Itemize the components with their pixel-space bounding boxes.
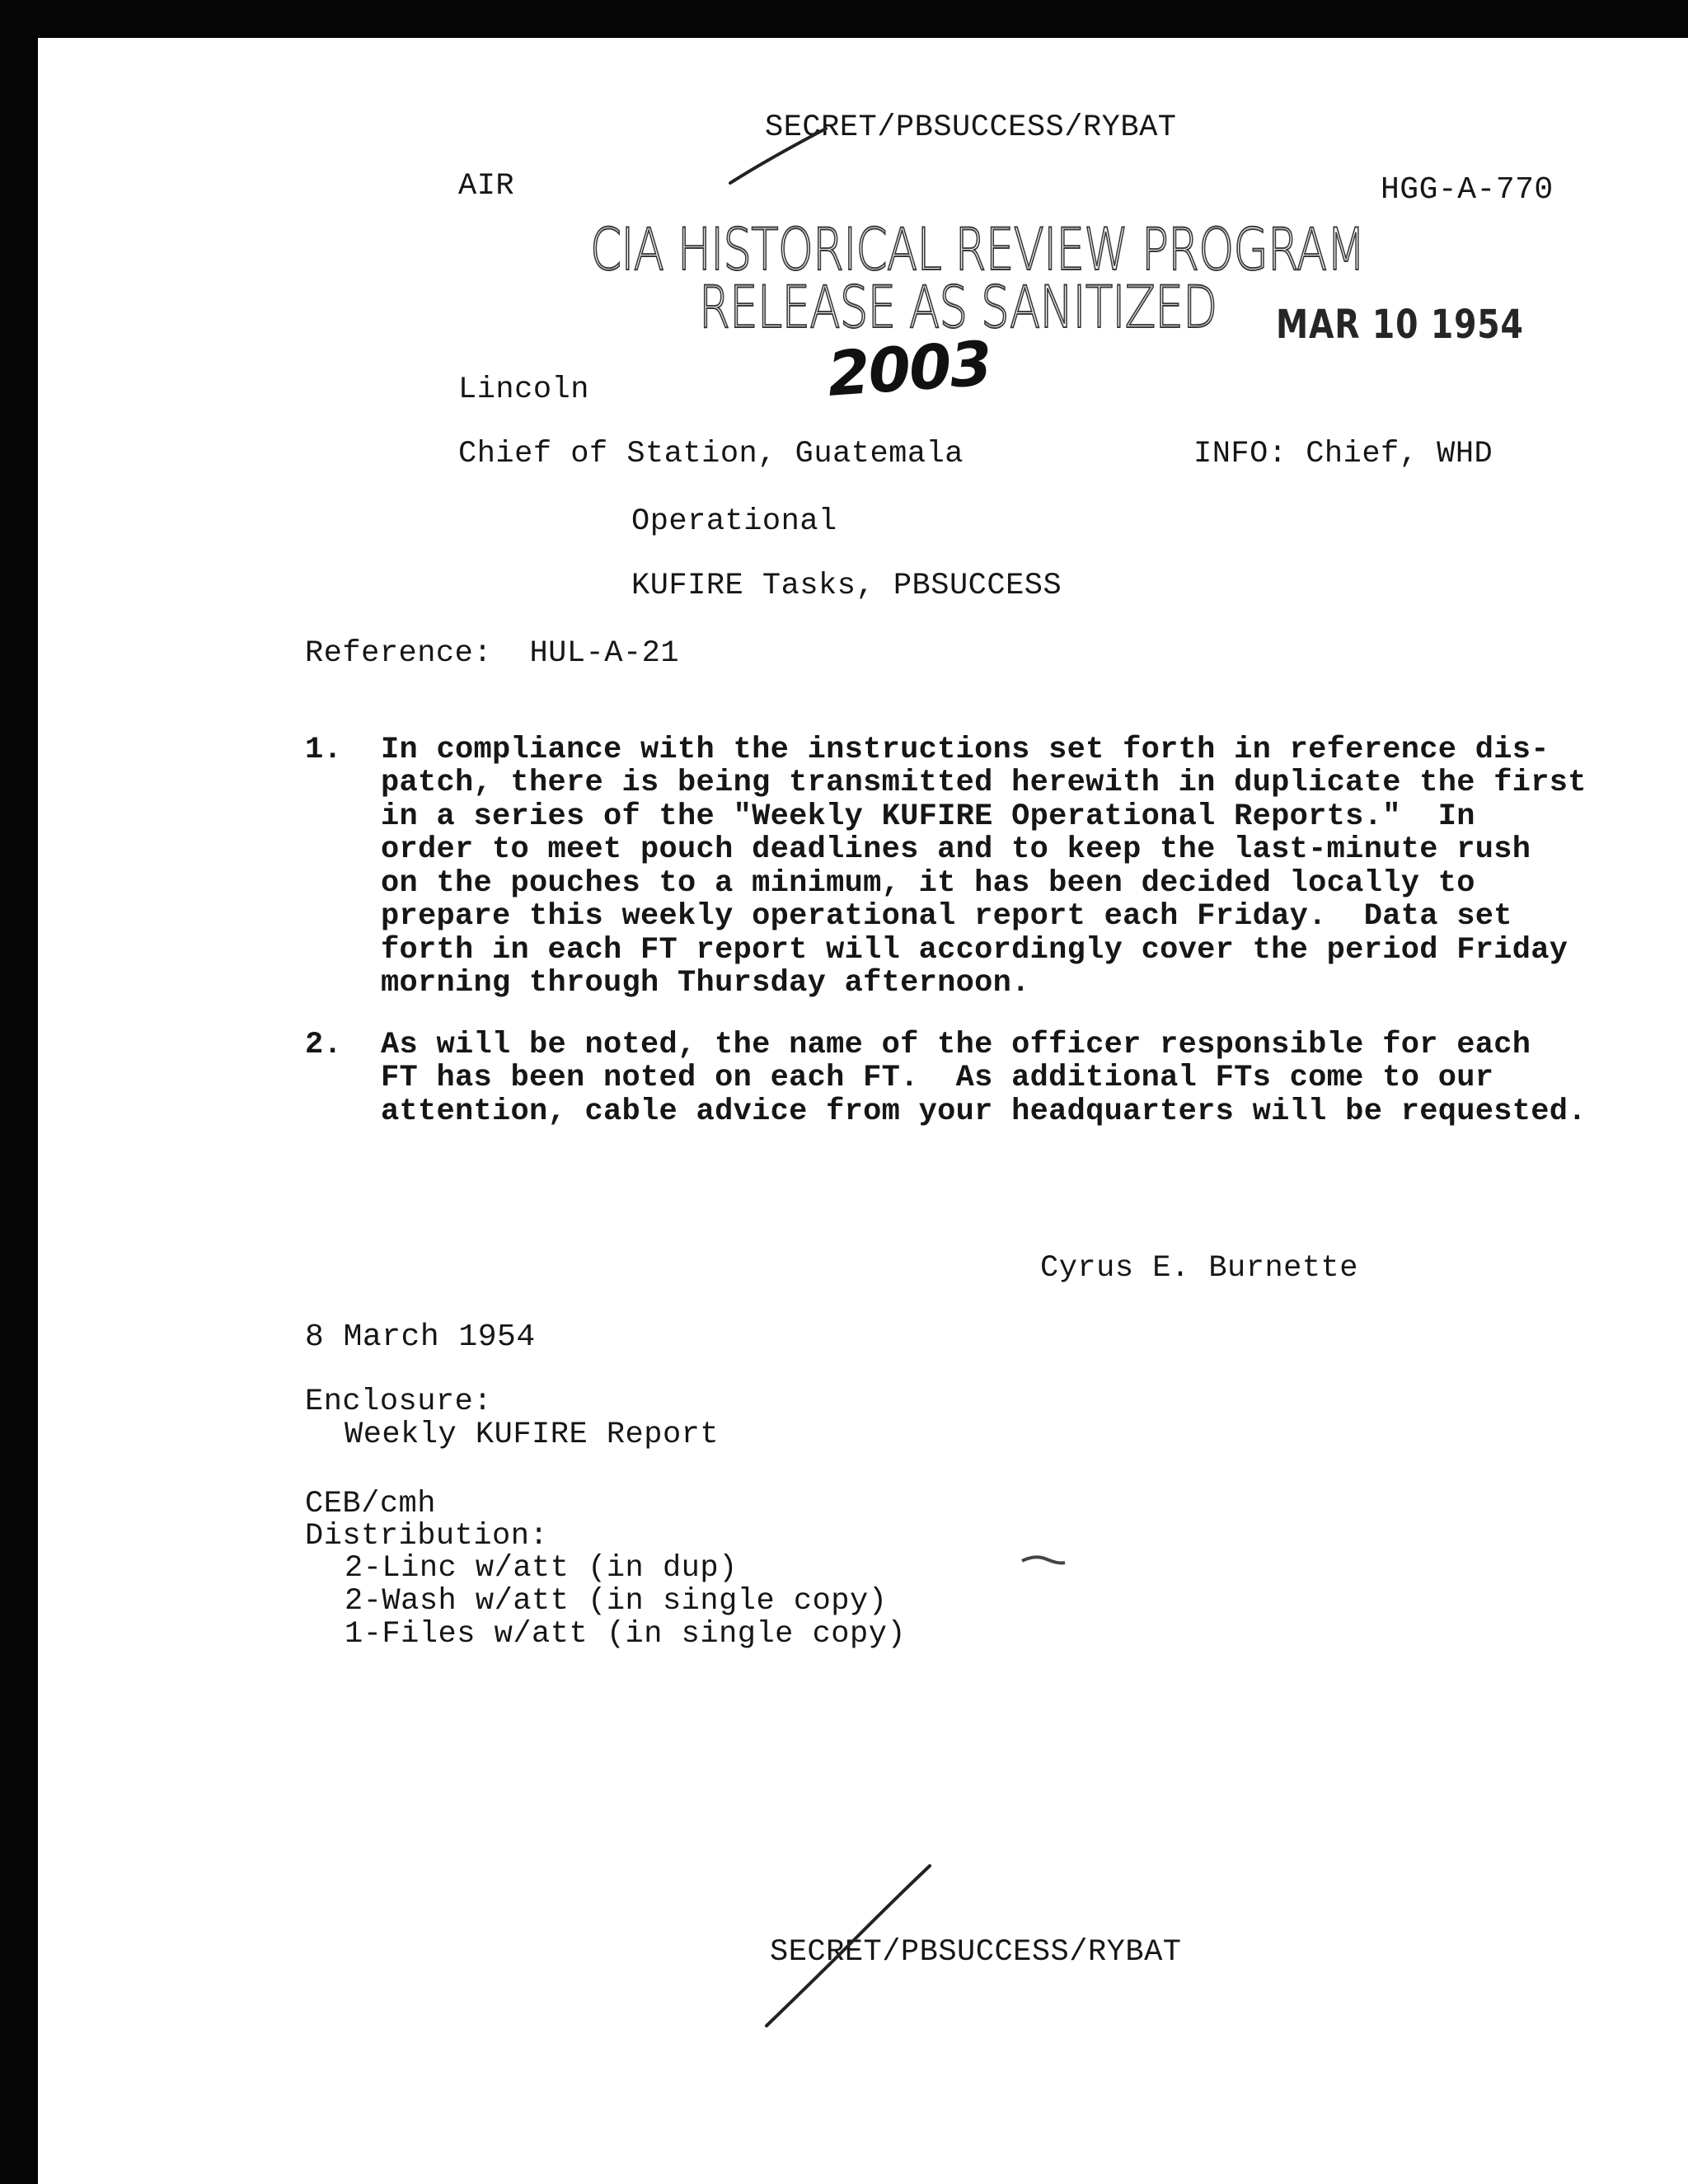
paragraph-2-line: FT has been noted on each FT. As additional FTs come to our bbox=[381, 1061, 1494, 1095]
dispatch-number: HGG-A-770 bbox=[1381, 172, 1554, 208]
dispatch-date: 8 March 1954 bbox=[305, 1319, 536, 1355]
review-program-stamp: CIA HISTORICAL REVIEW PROGRAM bbox=[590, 216, 1365, 284]
paragraph-1-line: order to meet pouch deadlines and to keep the last-minute rush bbox=[381, 832, 1531, 867]
classification-header: SECRET/PBSUCCESS/RYBAT bbox=[765, 110, 1177, 145]
paragraph-2-number: 2. bbox=[305, 1028, 343, 1062]
paragraph-1-line: prepare this weekly operational report each Friday. Data set bbox=[381, 899, 1512, 934]
ink-smudge bbox=[1019, 1553, 1068, 1569]
originator: Chief of Station, Guatemala bbox=[458, 437, 964, 471]
transmission-method: AIR bbox=[458, 169, 515, 204]
paragraph-1-line: forth in each FT report will accordingly cover the period Friday bbox=[381, 933, 1568, 968]
dispatch-category: Operational bbox=[631, 504, 837, 539]
paragraph-2-line: attention, cable advice from your headquarters will be requested. bbox=[381, 1094, 1587, 1129]
scan-border-top bbox=[0, 0, 1688, 38]
release-sanitized-stamp: RELEASE AS SANITIZED bbox=[699, 274, 1217, 341]
paragraph-1-line: In compliance with the instructions set forth in reference dis- bbox=[381, 733, 1550, 767]
signature-name: Cyrus E. Burnette bbox=[1040, 1251, 1358, 1286]
info-addressee: INFO: Chief, WHD bbox=[1193, 437, 1493, 471]
enclosure-item: Weekly KUFIRE Report bbox=[345, 1418, 720, 1452]
classification-footer: SECRET/PBSUCCESS/RYBAT bbox=[770, 1935, 1182, 1970]
paragraph-2-line: As will be noted, the name of the officer responsible for each bbox=[381, 1028, 1531, 1062]
received-date-stamp: MAR 10 1954 bbox=[1276, 302, 1524, 348]
enclosure-label: Enclosure: bbox=[305, 1385, 493, 1419]
distribution-label: Distribution: bbox=[305, 1519, 549, 1554]
distribution-item: 2-Wash w/att (in single copy) bbox=[345, 1584, 888, 1619]
paragraph-1-number: 1. bbox=[305, 733, 343, 767]
addressee: Lincoln bbox=[458, 373, 589, 407]
reference-line: Reference: HUL-A-21 bbox=[305, 636, 680, 671]
dispatch-subject: KUFIRE Tasks, PBSUCCESS bbox=[631, 569, 1062, 603]
review-year-handwritten: 2003 bbox=[825, 328, 993, 410]
paragraph-1-line: on the pouches to a minimum, it has been decided locally to bbox=[381, 866, 1475, 901]
distribution-item: 2-Linc w/att (in dup) bbox=[345, 1551, 738, 1586]
paragraph-1-line: patch, there is being transmitted herewith in duplicate the first bbox=[381, 766, 1587, 800]
typist-initials: CEB/cmh bbox=[305, 1487, 436, 1521]
scan-border-left bbox=[0, 0, 38, 2184]
distribution-item: 1-Files w/att (in single copy) bbox=[345, 1617, 907, 1652]
paragraph-1-line: in a series of the "Weekly KUFIRE Operational Reports." In bbox=[381, 799, 1475, 834]
paragraph-1-line: morning through Thursday afternoon. bbox=[381, 966, 1030, 1001]
